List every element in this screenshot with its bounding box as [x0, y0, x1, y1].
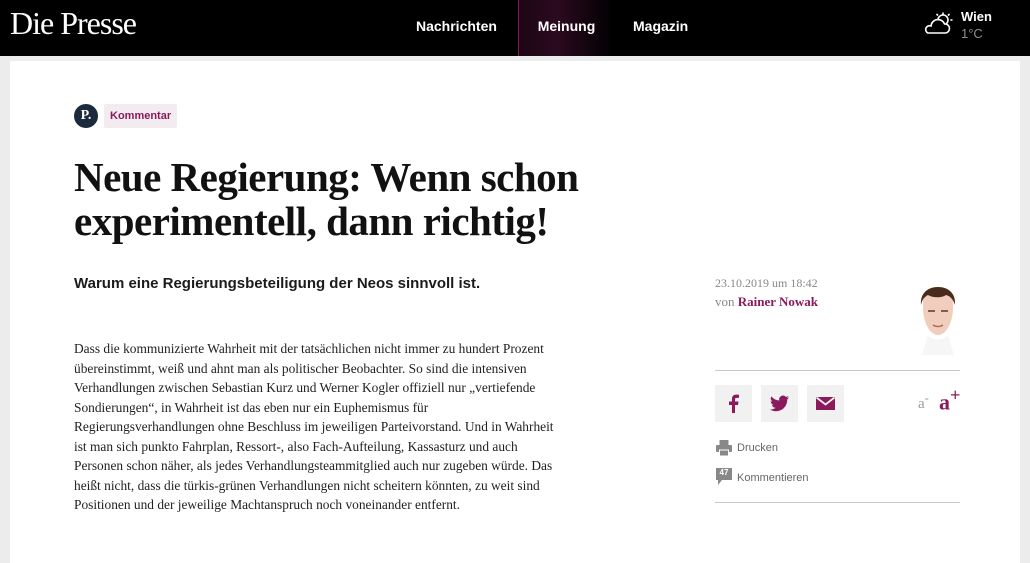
article-container [10, 61, 1020, 563]
category-badge[interactable]: Kommentar [104, 104, 177, 128]
print-label: Drucken [737, 442, 778, 454]
facebook-icon [723, 393, 744, 414]
twitter-icon [769, 393, 790, 414]
article-headline: Neue Regierung: Wenn schon experimentell, dann richtig! [74, 154, 579, 244]
nav-nachrichten[interactable]: Nachrichten [416, 18, 497, 34]
font-increase-sign: + [950, 385, 961, 405]
top-navigation-bar [0, 0, 1030, 56]
sidebar-divider [715, 370, 960, 371]
font-increase-button[interactable] [939, 385, 960, 415]
nav-meinung[interactable]: Meinung [518, 0, 614, 56]
font-decrease-button[interactable] [918, 391, 929, 413]
weather-city: Wien [961, 9, 992, 24]
mail-icon [815, 393, 836, 414]
site-logo[interactable]: Die Presse [10, 5, 136, 41]
share-mail-button[interactable] [807, 385, 844, 422]
presse-p-logo: P. [74, 104, 98, 128]
nav-magazin[interactable]: Magazin [633, 18, 689, 34]
author-prefix: von [715, 294, 735, 309]
article-body: Dass die kommunizierte Wahrheit mit der tatsächlichen nicht immer zu hundert Prozent übereinstimmt, weiß und ahnt man als politischer Beobachter. So sind die intensiven Verhandlungen zwischen Sebastian Kurz und Werner Kogler offiziell nur „vertiefende Sondierungen“, in Wahrheit ist das eben nur ein Euphemismus für Regierungsverhandlungen ohne Beschluss im jeweiligen Parteivorstand. Und in Wahrheit ist man sich punkto Fahrplan, Ressort-, also Fach-Aufteilung, Kassasturz und auch Personen schon näher, als jedes Verhandlungsteammitglied auch nur zugeben würde. Das heißt nicht, dass die türkis-grünen Verhandlungen nicht scheitern könnten, zu weit sind Positionen und der jeweilige Machtanspruch noch voneinander entfernt. [74, 341, 554, 512]
article-subtitle: Warum eine Regierungsbeteiligung der Neos sinnvoll ist. [74, 275, 481, 292]
font-decrease-letter: a [918, 396, 925, 412]
printer-icon [715, 439, 733, 457]
author-avatar [915, 285, 961, 355]
partly-cloudy-icon [922, 12, 954, 36]
author-line [715, 294, 818, 310]
publish-date: 23.10.2019 um 18:42 [715, 276, 818, 290]
weather-temperature: 1°C [961, 26, 983, 41]
sidebar-divider-bottom [715, 502, 960, 503]
share-twitter-button[interactable] [761, 385, 798, 422]
author-name[interactable]: Rainer Nowak [737, 294, 819, 309]
comments-label: Kommentieren [737, 472, 809, 484]
font-increase-letter: a [939, 389, 950, 415]
share-facebook-button[interactable] [715, 385, 752, 422]
comment-count: 47 [719, 468, 729, 477]
font-decrease-sign: - [924, 391, 929, 405]
